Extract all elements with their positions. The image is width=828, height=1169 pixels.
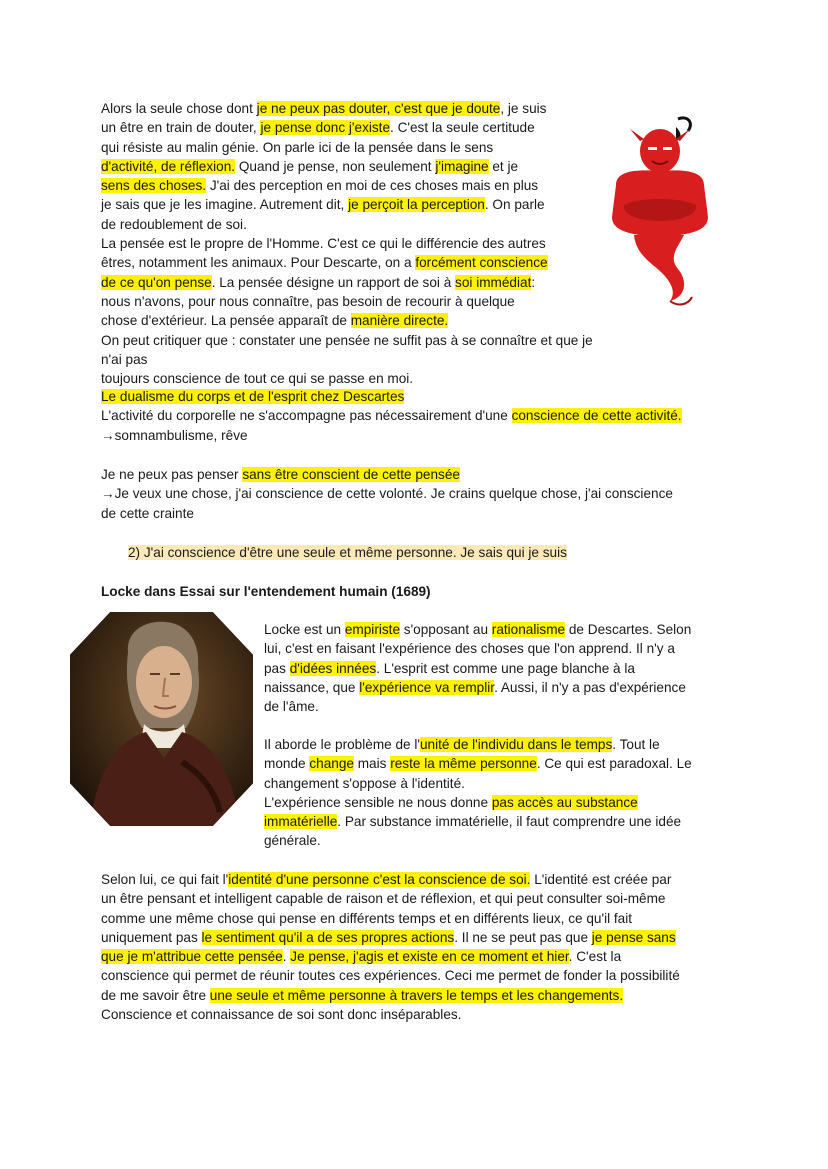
text-run: →Je veux une chose, j'ai conscience de cette volonté. Je crains quelque chose, j'ai conscience [101,486,673,502]
paragraph-conscience-pensee [101,465,741,523]
text-run: Il aborde le problème de l' [264,737,420,752]
text-run: êtres, notamment les animaux. Pour Descarte, on a [101,255,416,271]
text-run: Locke est un [264,622,345,637]
text-run: J'ai des perception en moi de ces choses mais en plus [206,178,539,194]
highlighted-text: unité de l'individu dans le temps [420,737,613,752]
highlighted-text: je ne peux pas douter, c'est que je doute [256,101,501,116]
text-run: . C'est la seule certitude [390,120,535,136]
john-locke-portrait [70,612,253,826]
highlighted-text: sens des choses. [101,178,207,194]
text-run: . Tout le [612,737,660,752]
text-run: Quand je pense, non seulement [235,158,436,174]
text-run: . On parle [484,197,545,213]
highlighted-text: empiriste [344,622,401,637]
highlighted-text: je pense sans [591,929,676,945]
highlighted-text: je pense donc j'existe [260,120,391,136]
highlighted-text: identité d'une personne c'est la conscience de soi. [228,872,531,887]
highlighted-text: je perçoit la perception [348,197,485,213]
text-run: Je ne peux pas penser [101,467,243,482]
text-run: . C'est la [568,949,622,965]
highlighted-text: rationalisme [491,622,566,637]
text-run: . Il ne se peut pas que [454,929,592,945]
highlighted-text: change [309,756,354,772]
text-run: de l'âme. [264,699,319,715]
highlighted-text: le sentiment qu'il a de ses propres actions [201,929,455,945]
text-run: lui, c'est en faisant l'expérience des choses que l'on apprend. Il n'y a [264,641,675,657]
highlighted-text: reste la même personne [390,756,537,772]
text-run: changement s'oppose à l'identité. [264,775,465,791]
text-run: Conscience et connaissance de soi sont donc inséparables. [101,1007,462,1023]
text-run: mais [353,756,391,772]
highlighted-text: forcément conscience [415,255,548,271]
paragraph-locke-unite [264,735,734,851]
text-run: de Descartes. Selon [565,622,692,637]
text-run: L'identité est créée par [530,872,672,887]
text-run: qui résiste au malin génie. On parle ici de la pensée dans le sens [101,139,494,155]
text-run: L'activité du corporelle ne s'accompagne pas nécessairement d'une [101,408,512,424]
text-run: . [282,949,291,965]
highlighted-text: sans être conscient de cette pensée [242,467,460,482]
text-run: et je [488,158,519,174]
highlighted-text: j'imagine [435,158,489,174]
paragraph-dualisme [101,387,741,445]
highlighted-text: Je pense, j'agis et existe en ce moment et hier [290,949,569,965]
text-run: Selon lui, ce qui fait l' [101,872,229,887]
paragraph-descartes-cogito [101,99,601,388]
highlighted-text: soi immédiat [455,274,532,290]
text-run: générale. [264,833,321,849]
highlighted-text: pas accès au substance [491,794,638,810]
paragraph-locke-identite [101,870,741,1024]
highlighted-text: que je m'attribue cette pensée [101,949,283,965]
text-run: →somnambulisme, rêve [101,427,248,443]
highlighted-text: manière directe. [350,313,449,329]
highlighted-heading-text: 2) J'ai conscience d'être une seule et même personne. Je sais qui je suis [128,545,567,560]
text-run: nous n'avons, pour nous connaître, pas besoin de recourir à quelque [101,293,515,309]
text-run: naissance, que [264,679,360,695]
text-run: s'opposant au [400,622,492,637]
text-run: uniquement pas [101,929,202,945]
text-run: . La pensée désigne un rapport de soi à [211,274,456,290]
highlighted-text: d'idées innées [289,660,377,676]
text-run: un être pensant et intelligent capable de raison et de réflexion, et qui peut consulter soi-même [101,891,666,907]
highlighted-text: conscience de cette activité. [511,408,682,424]
text-run: . Ce qui est paradoxal. Le [536,756,692,772]
text-run: toujours conscience de tout ce qui se passe en moi. [101,371,414,387]
text-run: : [531,274,536,290]
highlighted-text: l'expérience va remplir [359,679,495,695]
text-run: de cette crainte [101,505,194,521]
text-run: conscience qui permet de réunir toutes ces expériences. Ceci me permet de fonder la possibilité [101,968,680,984]
text-run: . Par substance immatérielle, il faut comprendre une idée [337,814,682,830]
text-run: de redoublement de soi. [101,216,247,232]
text-run: On peut critiquer que : constater une pensée ne suffit pas à se connaître et que je n'ai pas [101,332,593,367]
text-run: comme une même chose qui pense en différents temps et en différents lieux, ce qu'il fait [101,910,633,926]
paragraph-locke-empiriste [264,620,734,716]
heading-text: Locke dans Essai sur l'entendement humain (1689) [101,584,431,599]
highlighted-text: immatérielle [264,814,338,830]
text-run: pas [264,660,290,676]
text-run: de me savoir être [101,987,210,1003]
text-run: . L'esprit est comme une page blanche à la [376,660,635,676]
text-run: L'expérience sensible ne nous donne [264,794,492,810]
highlighted-text: de ce qu'on pense [101,274,212,290]
text-run: La pensée est le propre de l'Homme. C'est ce qui le différencie des autres [101,236,546,252]
section-heading-identite [128,543,728,562]
text-run: chose d'extérieur. La pensée apparaît de [101,313,351,329]
text-run: , je suis [500,101,547,116]
highlighted-text: d'activité, de réflexion. [101,158,236,174]
text-run: monde [264,756,310,772]
red-genie-illustration [596,113,720,309]
text-run: je sais que je les imagine. Autrement dit, [101,197,349,213]
highlighted-text: Le dualisme du corps et de l'esprit chez Descartes [101,389,405,404]
highlighted-text: une seule et même personne à travers le temps et les changements. [209,987,624,1003]
text-run: . Aussi, il n'y a pas d'expérience [494,679,686,695]
text-run: un être en train de douter, [101,120,261,136]
text-run: Alors la seule chose dont [101,101,257,116]
heading-locke-essai [101,582,701,601]
